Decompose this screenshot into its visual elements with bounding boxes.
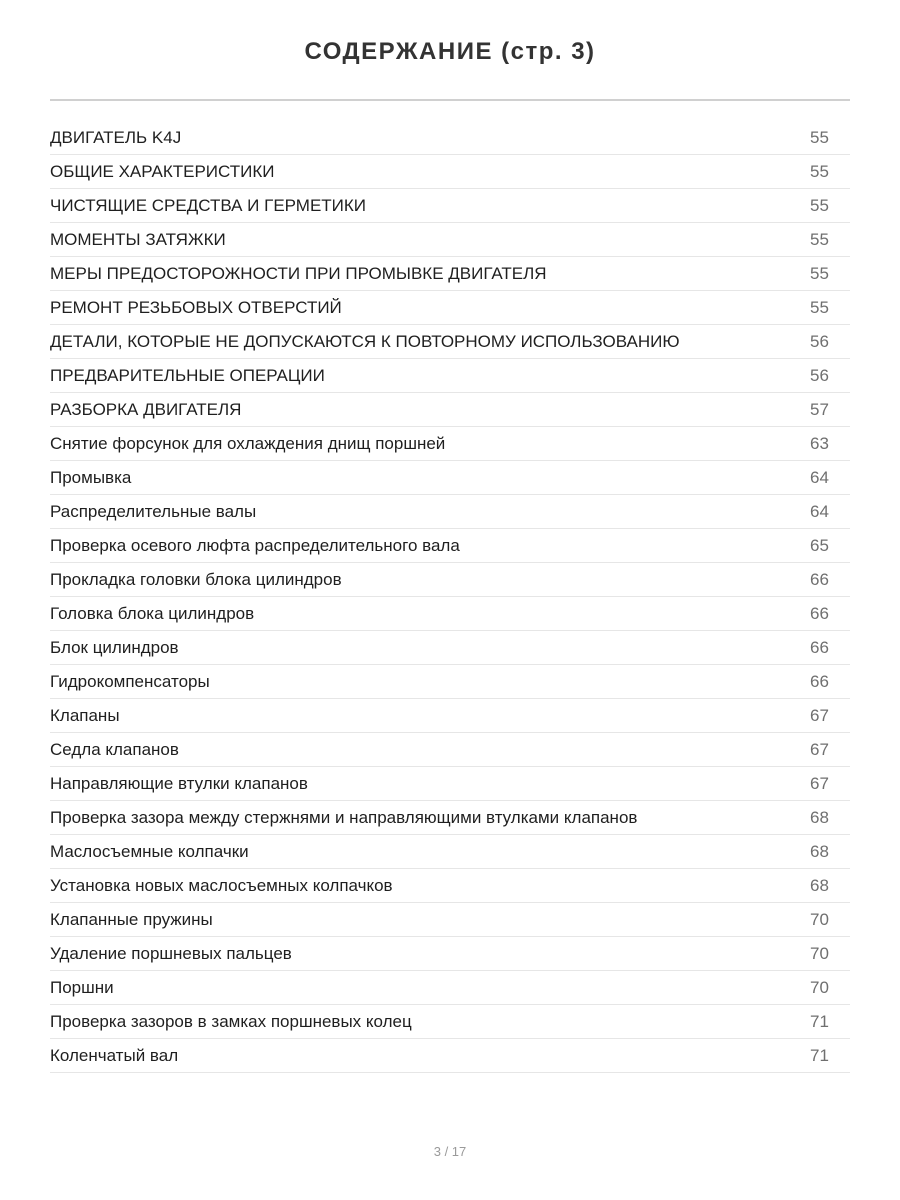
toc-entry-title: Проверка осевого люфта распределительного вала [50,535,460,555]
toc-entry[interactable] [50,529,850,563]
toc-entry-title: Снятие форсунок для охлаждения днищ поршней [50,433,446,453]
toc-entry-title: Блок цилиндров [50,637,179,657]
toc-entry[interactable] [50,189,850,223]
toc-entry-title: ЧИСТЯЩИЕ СРЕДСТВА И ГЕРМЕТИКИ [50,195,367,215]
table-of-contents [50,121,850,1073]
toc-entry-page-number: 55 [810,297,829,317]
toc-entry[interactable] [50,937,850,971]
toc-entry[interactable] [50,427,850,461]
toc-entry-title: Поршни [50,977,114,997]
toc-entry-title: Промывка [50,467,132,487]
toc-entry[interactable] [50,665,850,699]
toc-entry-title: Седла клапанов [50,739,179,759]
toc-entry-title: Прокладка головки блока цилиндров [50,569,342,589]
toc-entry-title: Клапаны [50,705,120,725]
toc-entry-page-number: 71 [810,1011,829,1031]
toc-entry[interactable] [50,291,850,325]
page-title: СОДЕРЖАНИЕ (стр. 3) [304,38,596,65]
toc-entry-page-number: 64 [810,501,829,521]
toc-entry[interactable] [50,563,850,597]
toc-entry-page-number: 67 [810,705,829,725]
toc-entry-title: Проверка зазоров в замках поршневых колец [50,1011,412,1031]
toc-entry[interactable] [50,155,850,189]
toc-entry-page-number: 55 [810,127,829,147]
toc-entry-page-number: 55 [810,263,829,283]
toc-entry-title: Распределительные валы [50,501,257,521]
toc-entry[interactable] [50,699,850,733]
toc-entry-page-number: 55 [810,229,829,249]
toc-entry-title: РАЗБОРКА ДВИГАТЕЛЯ [50,399,242,419]
toc-entry-page-number: 68 [810,841,829,861]
toc-entry-title: ПРЕДВАРИТЕЛЬНЫЕ ОПЕРАЦИИ [50,365,325,385]
toc-entry-page-number: 55 [810,195,829,215]
toc-entry-title: Установка новых маслосъемных колпачков [50,875,393,895]
title-divider [50,99,850,101]
toc-entry[interactable] [50,1039,850,1073]
toc-entry-page-number: 56 [810,365,829,385]
toc-entry-title: Направляющие втулки клапанов [50,773,308,793]
toc-entry[interactable] [50,767,850,801]
toc-entry[interactable] [50,869,850,903]
toc-entry-page-number: 66 [810,569,829,589]
toc-entry-title: ДВИГАТЕЛЬ K4J [50,127,182,147]
toc-entry[interactable] [50,359,850,393]
toc-entry-title: ОБЩИЕ ХАРАКТЕРИСТИКИ [50,161,275,181]
toc-entry-page-number: 65 [810,535,829,555]
toc-entry-page-number: 64 [810,467,829,487]
toc-entry-title: МОМЕНТЫ ЗАТЯЖКИ [50,229,226,249]
toc-entry-title: Коленчатый вал [50,1045,179,1065]
toc-entry-title: Клапанные пружины [50,909,213,929]
toc-entry-title: Проверка зазора между стержнями и направляющими втулками клапанов [50,807,638,827]
toc-entry-page-number: 66 [810,637,829,657]
toc-entry-title: РЕМОНТ РЕЗЬБОВЫХ ОТВЕРСТИЙ [50,297,342,317]
toc-entry-page-number: 68 [810,807,829,827]
toc-entry[interactable] [50,835,850,869]
toc-entry-page-number: 70 [810,977,829,997]
toc-entry-page-number: 67 [810,739,829,759]
toc-entry[interactable] [50,971,850,1005]
toc-entry[interactable] [50,461,850,495]
toc-entry-page-number: 66 [810,603,829,623]
toc-entry-title: ДЕТАЛИ, КОТОРЫЕ НЕ ДОПУСКАЮТСЯ К ПОВТОРНОМУ ИСПОЛЬЗОВАНИЮ [50,331,680,351]
toc-entry-page-number: 66 [810,671,829,691]
toc-entry-title: МЕРЫ ПРЕДОСТОРОЖНОСТИ ПРИ ПРОМЫВКЕ ДВИГАТЕЛЯ [50,263,547,283]
toc-entry-title: Головка блока цилиндров [50,603,255,623]
toc-entry-title: Маслосъемные колпачки [50,841,249,861]
toc-entry[interactable] [50,597,850,631]
toc-entry[interactable] [50,801,850,835]
toc-entry[interactable] [50,257,850,291]
toc-entry[interactable] [50,733,850,767]
toc-entry[interactable] [50,121,850,155]
toc-entry[interactable] [50,223,850,257]
toc-entry-page-number: 57 [810,399,829,419]
toc-entry-title: Удаление поршневых пальцев [50,943,292,963]
toc-entry-page-number: 55 [810,161,829,181]
toc-entry[interactable] [50,325,850,359]
toc-entry[interactable] [50,393,850,427]
toc-entry-page-number: 56 [810,331,829,351]
toc-entry-page-number: 68 [810,875,829,895]
page-number-footer: 3 / 17 [433,1144,467,1159]
toc-entry[interactable] [50,1005,850,1039]
toc-entry[interactable] [50,495,850,529]
toc-entry[interactable] [50,631,850,665]
toc-entry[interactable] [50,903,850,937]
toc-entry-title: Гидрокомпенсаторы [50,671,210,691]
toc-entry-page-number: 70 [810,909,829,929]
toc-entry-page-number: 70 [810,943,829,963]
toc-entry-page-number: 63 [810,433,829,453]
toc-entry-page-number: 71 [810,1045,829,1065]
toc-entry-page-number: 67 [810,773,829,793]
